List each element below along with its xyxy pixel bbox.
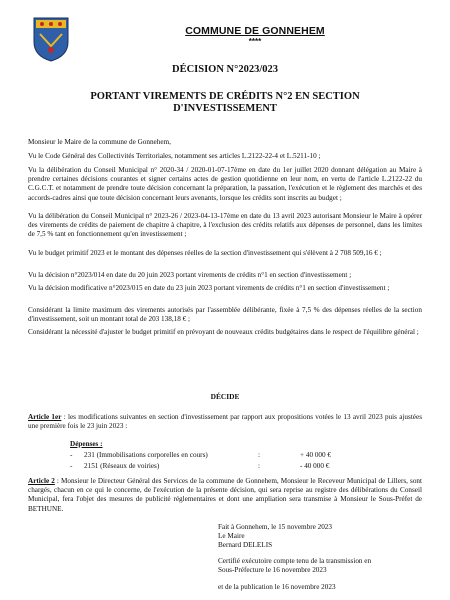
vu-paragraph-2: Vu la délibération du Conseil Municipal n° 2020-34 / 2020-01-07-17ème en date du 1er juillet 2020 donnant délégation au Maire à prendre certaines décisions courantes et signer certains actes de gestion quotidienne en leur nom, en vertu de l'article L.2122-22 du C.G.C.T. et notamment de prendre toute décision concernant la préparation, la passation, l'exécution et le règlement des marchés et des accords-cadres ainsi que toute décision concernant leurs avenants, lorsque les crédits sont inscrits au budget ; [28,166,422,202]
vu-paragraph-3: Vu la délibération du Conseil Municipal n° 2023-26 / 2023-04-13-17ème en date du 13 avril 2023 autorisant Monsieur le Maire à opérer des virements de crédits de paiement de chapitre à chapitre, à l'exclusion des crédits relatifs aux dépenses de personnel, dans les limites de 7,5 % tant en fonctionnement qu'en investissement ; [28,212,422,239]
depense-row [70,462,390,472]
publication-line: et de la publication le 16 novembre 2023 [218,583,336,591]
article-2 [28,477,422,514]
row-bullet: - [70,462,73,470]
certification-line-1: Certifié exécutoire compte tenu de la transmission en [218,557,372,565]
place-date: Fait à Gonnehem, le 15 novembre 2023 [218,523,332,531]
article-2-text: : Monsieur le Directeur Général des Services de la commune de Gonnehem, Monsieur le Receveur Municipal de Lillers, sont chargés, chacun en ce qui le concerne, de l'exécution de la présente décision, qui sera reprise au registre des délibérations du Conseil Municipal, fera l'objet des mesures de publicité réglementaires et dont une ampliation sera transmise à Monsieur le Sous-Préfet de BETHUNE. [28,477,422,513]
signatory-name: Bernard DELELIS [218,541,273,549]
subject-line-1: PORTANT VIREMENTS DE CRÉDITS N°2 EN SECTION [90,91,360,102]
signatory-role: Le Maire [218,532,245,540]
depense-row [70,451,390,461]
row-account: 231 (Immobilisations corporelles en cours) [84,451,208,459]
row-colon: : [258,462,260,470]
decide-heading: DÉCIDE [210,392,240,401]
vu-paragraph-1: Vu le Code Général des Collectivités Territoriales, notamment ses articles L.2122-22-4 et L.5211-10 ; [28,152,321,160]
certification-line-2: Sous-Préfecture le 16 novembre 2023 [218,566,327,574]
article-1-label: Article 1er [28,413,62,421]
coat-of-arms-icon [32,16,70,62]
row-colon: : [258,451,260,459]
considerant-paragraph-1: Considérant la limite maximum des virements autorisés par l'assemblée délibérante, fixée à 7,5 % des dépenses réelles de la section d'investissement, soit un montant total de 203 138,18 € ; [28,306,422,324]
vu-paragraph-4: Vu le budget primitif 2023 et le montant des dépenses réelles de la section d'investissement qui s'élèvent à 2 708 509,16 € ; [28,249,382,257]
considerant-paragraph-2: Considérant la nécessité d'ajuster le budget primitif en prévoyant de nouveaux crédits budgétaires dans le respect de l'équilibre général ; [28,328,419,336]
article-2-label: Article 2 [28,477,55,485]
depenses-label: Dépenses : [70,440,103,448]
vu-paragraph-5: Vu la décision n°2023/014 en date du 20 juin 2023 portant virements de crédits n°1 en section d'investissement ; [28,271,352,279]
decision-number: DÉCISION N°2023/023 [171,64,278,75]
commune-name: COMMUNE DE GONNEHEM [185,25,325,37]
decision-subject [45,91,405,115]
row-amount: - 40 000 € [300,462,330,470]
vu-paragraph-6: Vu la décision modificative n°2023/015 en date du 23 juin 2023 portant virements de crédits n°1 en section d'investissement ; [28,284,390,292]
article-1-text: : les modifications suivantes en section d'investissement par rapport aux propositions votées le 13 avril 2023 puis ajustées une première fois le 23 juin 2023 : [28,413,422,431]
row-bullet: - [70,451,73,459]
header-stars: **** [248,37,262,46]
subject-line-2: D'INVESTISSEMENT [173,103,277,114]
article-1 [28,413,422,431]
row-account: 2151 (Réseaux de voiries) [84,462,160,470]
intro-paragraph: Monsieur le Maire de la commune de Gonnehem, [28,138,171,146]
row-amount: + 40 000 € [300,451,332,459]
